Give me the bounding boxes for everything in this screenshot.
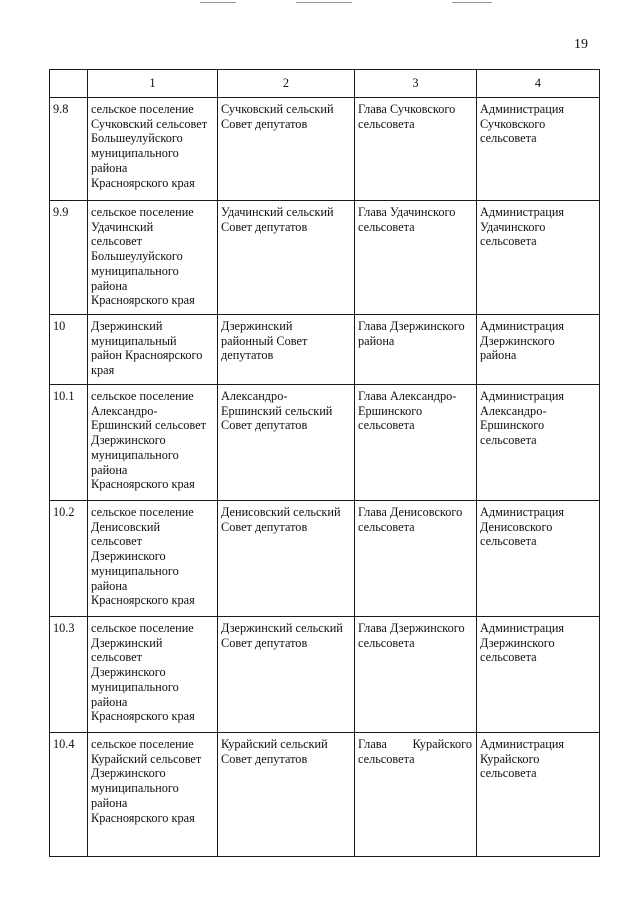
cell-text-line: Денисовский сельский [221, 505, 341, 519]
cell-text-line: Сучковский сельсовет [91, 116, 208, 131]
cell-text-line: Дзержинский [91, 319, 163, 333]
cell-text-line: Большеулуйского [91, 131, 183, 146]
cell-text-line: Денисовский [91, 519, 161, 534]
entity-name-cell [88, 733, 218, 857]
cell-text-line: Дзержинский сельский [221, 621, 343, 635]
table-row [50, 98, 600, 201]
table-row [50, 385, 600, 501]
cell-text-line: Денисовского [480, 519, 553, 534]
cell-text-line: сельсовет [91, 534, 142, 549]
head-cell [355, 733, 477, 857]
cell-text-line: сельское поселение [91, 389, 194, 403]
council-cell [218, 501, 355, 617]
cell-text-line: Дзержинского [91, 665, 166, 680]
cell-text-line: Красноярского края [91, 593, 195, 608]
cell-text-line: Красноярского края [91, 810, 195, 825]
scan-top-marks [0, 0, 634, 6]
cell-text-line: муниципального [91, 781, 179, 796]
cell-text-line: Администрация [480, 505, 565, 519]
cell-text-line: Сучковского [480, 116, 546, 131]
cell-text-line: сельсовета [358, 635, 415, 650]
cell-text-line: Администрация [480, 205, 565, 219]
council-cell [218, 617, 355, 733]
cell-text-line: сельсовета [480, 234, 537, 249]
cell-text-line: края [91, 363, 115, 378]
table-row [50, 501, 600, 617]
administration-cell [477, 201, 600, 315]
table-row [50, 617, 600, 733]
entity-name-cell [88, 617, 218, 733]
cell-text-line: Красноярского края [91, 477, 195, 492]
head-cell [355, 617, 477, 733]
header-cell-1: 1 [88, 70, 218, 98]
row-number-cell: 10 [50, 315, 88, 385]
cell-text-line: Александро- [221, 389, 288, 403]
row-number-cell: 10.1 [50, 385, 88, 501]
row-number-cell: 9.9 [50, 201, 88, 315]
cell-text-line: района [91, 795, 128, 810]
cell-text-line: Совет депутатов [221, 116, 308, 131]
cell-text-line: Глава Сучковского [358, 102, 456, 116]
head-cell [355, 201, 477, 315]
cell-text-line: Сучковский сельский [221, 102, 334, 116]
cell-text-line: районный Совет [221, 333, 308, 348]
entity-name-cell [88, 315, 218, 385]
header-cell-blank [50, 70, 88, 98]
cell-text-line: депутатов [221, 348, 274, 363]
cell-text-line: Дзержинского [480, 635, 555, 650]
council-cell [218, 315, 355, 385]
cell-text-line: Совет депутатов [221, 635, 308, 650]
cell-text-word: Курайского [412, 737, 472, 751]
administration-cell [477, 733, 600, 857]
administration-cell [477, 385, 600, 501]
cell-text-line: Красноярского края [91, 709, 195, 724]
table-row [50, 733, 600, 857]
head-cell [355, 98, 477, 201]
cell-text-line: района [480, 348, 517, 363]
cell-text-line: Ершинского [358, 403, 423, 418]
cell-text-line: муниципального [91, 447, 179, 462]
cell-text-line: района [91, 578, 128, 593]
cell-text-line: сельсовета [480, 433, 537, 448]
head-cell [355, 501, 477, 617]
cell-text-line: сельсовета [358, 219, 415, 234]
cell-text-line: Курайский сельский [221, 737, 328, 751]
cell-text-line: Дзержинского [91, 766, 166, 781]
entity-name-cell [88, 98, 218, 201]
cell-text-line: Красноярского края [91, 175, 195, 190]
cell-text-line: муниципального [91, 263, 179, 278]
cell-text-line: муниципального [91, 146, 179, 161]
cell-text-line: сельсовета [358, 418, 415, 433]
cell-text-line: сельсовета [480, 131, 537, 146]
cell-text-line: Александро- [480, 403, 547, 418]
cell-text-line: сельсовет [91, 234, 142, 249]
cell-text-line: Дзержинского [91, 433, 166, 448]
council-cell [218, 201, 355, 315]
cell-text-line: сельское поселение [91, 205, 194, 219]
cell-text-line: Удачинский [91, 219, 154, 234]
row-number-cell: 10.2 [50, 501, 88, 617]
cell-text-line: Удачинский сельский [221, 205, 334, 219]
administration-cell [477, 315, 600, 385]
cell-text-line: Ершинский сельский [221, 403, 333, 418]
cell-text-line: муниципального [91, 563, 179, 578]
entity-name-cell [88, 501, 218, 617]
cell-text-line: Ершинского [480, 418, 545, 433]
entity-name-cell [88, 201, 218, 315]
row-number-cell: 9.8 [50, 98, 88, 201]
entity-name-cell [88, 385, 218, 501]
cell-text-line: сельсовета [480, 650, 537, 665]
cell-text-line: Дзержинского [480, 333, 555, 348]
cell-text-line: муниципального [91, 679, 179, 694]
cell-text-line: Совет депутатов [221, 751, 308, 766]
cell-text-line: сельсовет [91, 650, 142, 665]
cell-text-line: Совет депутатов [221, 418, 308, 433]
cell-text-line: Красноярского края [91, 293, 195, 308]
cell-text-line: района [91, 278, 128, 293]
table-header-row [50, 70, 600, 98]
row-number-cell: 10.3 [50, 617, 88, 733]
cell-text-line: района [91, 160, 128, 175]
cell-text-line: Совет депутатов [221, 219, 308, 234]
cell-text-word: Глава [358, 737, 387, 751]
cell-text-line: сельсовета [358, 751, 415, 766]
cell-text-line: Курайского [480, 751, 540, 766]
cell-text-line: Глава Александро- [358, 389, 457, 403]
head-cell [355, 315, 477, 385]
header-cell-3: 3 [355, 70, 477, 98]
administration-cell [477, 98, 600, 201]
cell-text-line: сельсовета [358, 519, 415, 534]
cell-text-line: сельское поселение [91, 737, 194, 751]
cell-text-line: Большеулуйского [91, 249, 183, 264]
entities-table [49, 69, 600, 857]
cell-text-line: сельское поселение [91, 102, 194, 116]
cell-text-line: Администрация [480, 737, 565, 751]
cell-text-line: муниципальный [91, 333, 177, 348]
cell-text-line: Глава Удачинского [358, 205, 456, 219]
row-number-cell: 10.4 [50, 733, 88, 857]
cell-text-line: Удачинского [480, 219, 546, 234]
council-cell [218, 733, 355, 857]
cell-text-line: сельсовета [480, 766, 537, 781]
header-cell-2: 2 [218, 70, 355, 98]
cell-text-line: Курайский сельсовет [91, 751, 202, 766]
cell-text-line: Администрация [480, 389, 565, 403]
cell-text-line: Совет депутатов [221, 519, 308, 534]
council-cell [218, 385, 355, 501]
cell-text-line: сельсовета [480, 534, 537, 549]
table-row [50, 315, 600, 385]
table-row [50, 201, 600, 315]
cell-text-line: района [358, 333, 395, 348]
cell-text-line: Администрация [480, 102, 565, 116]
cell-text-line: Глава Дзержинского [358, 319, 465, 333]
cell-text-line: района [91, 462, 128, 477]
header-cell-4: 4 [477, 70, 600, 98]
cell-text-line [358, 737, 472, 752]
cell-text-line: сельсовета [358, 116, 415, 131]
cell-text-line: Глава Дзержинского [358, 621, 465, 635]
administration-cell [477, 501, 600, 617]
cell-text-line: Дзержинский [221, 319, 293, 333]
cell-text-line: Дзержинского [91, 549, 166, 564]
cell-text-line: сельское поселение [91, 505, 194, 519]
administration-cell [477, 617, 600, 733]
cell-text-line: Дзержинский [91, 635, 163, 650]
head-cell [355, 385, 477, 501]
cell-text-line: Александро- [91, 403, 158, 418]
cell-text-line: Глава Денисовского [358, 505, 463, 519]
council-cell [218, 98, 355, 201]
cell-text-line: Администрация [480, 319, 565, 333]
cell-text-line: Ершинский сельсовет [91, 418, 206, 433]
page-number: 19 [574, 37, 588, 52]
cell-text-line: сельское поселение [91, 621, 194, 635]
cell-text-line: района [91, 694, 128, 709]
cell-text-line: Администрация [480, 621, 565, 635]
cell-text-line: район Красноярского [91, 348, 203, 363]
